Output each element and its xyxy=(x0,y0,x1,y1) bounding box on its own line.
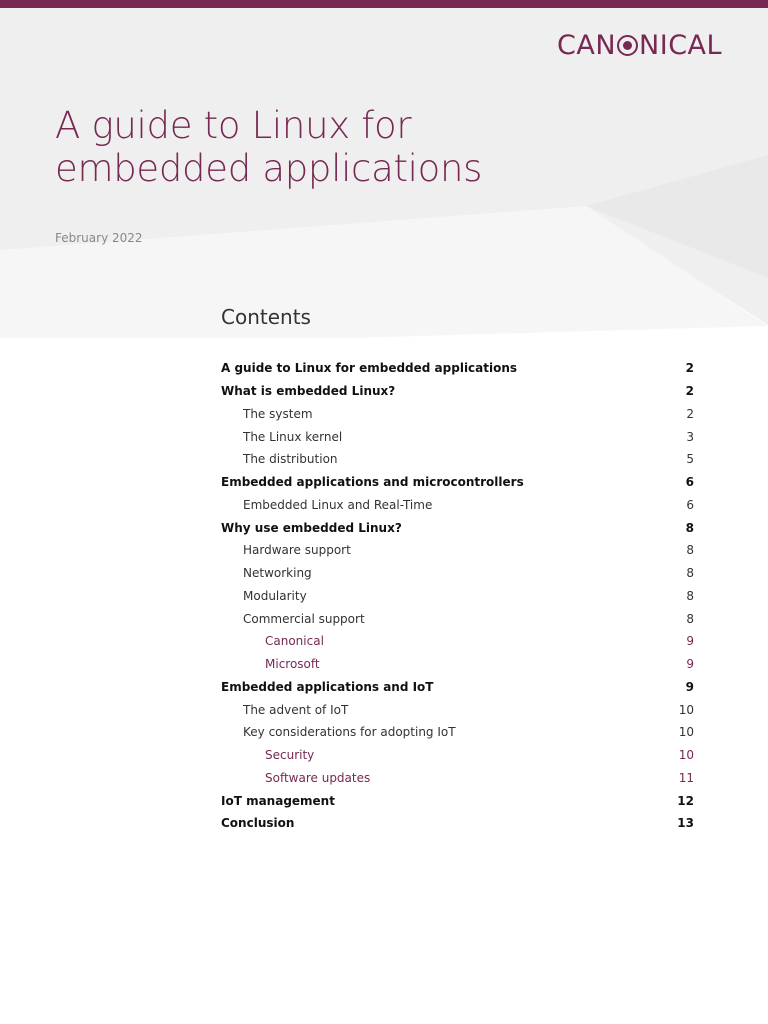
toc-entry-page: 10 xyxy=(678,748,694,763)
toc-entry[interactable] xyxy=(221,585,694,608)
toc-entry[interactable] xyxy=(221,767,694,790)
toc-entry-page: 12 xyxy=(677,793,694,808)
toc-entry[interactable] xyxy=(221,744,694,767)
toc-entry[interactable] xyxy=(221,562,694,585)
toc-entry-page: 8 xyxy=(686,566,694,581)
toc-entry-label: A guide to Linux for embedded applications xyxy=(221,361,518,376)
toc-entry-label: Canonical xyxy=(265,634,324,649)
toc-entry[interactable] xyxy=(221,380,694,403)
toc-entry[interactable] xyxy=(221,403,694,426)
toc-entry-label: Modularity xyxy=(243,588,307,603)
toc-entry-label: Embedded Linux and Real-Time xyxy=(243,497,433,512)
toc-entry-page: 9 xyxy=(685,679,694,694)
toc-entry[interactable] xyxy=(221,539,694,562)
toc-entry[interactable] xyxy=(221,448,694,471)
toc-entry-page: 8 xyxy=(686,588,694,603)
document-title xyxy=(55,104,535,190)
toc-entry[interactable] xyxy=(221,357,694,380)
toc-entry[interactable] xyxy=(221,721,694,744)
toc-entry[interactable] xyxy=(221,812,694,835)
toc-entry[interactable] xyxy=(221,607,694,630)
title-line-1: A guide to Linux for xyxy=(55,104,412,147)
toc-entry-label: Security xyxy=(265,748,315,763)
toc-entry-label: What is embedded Linux? xyxy=(221,384,396,399)
toc-entry-label: IoT management xyxy=(221,793,335,808)
toc-entry-page: 8 xyxy=(686,611,694,626)
toc-entry-page: 8 xyxy=(686,543,694,558)
toc-entry[interactable] xyxy=(221,676,694,699)
toc-entry-label: Microsoft xyxy=(265,657,320,672)
toc-entry-page: 2 xyxy=(685,384,694,399)
toc-entry[interactable] xyxy=(221,698,694,721)
toc-entry[interactable] xyxy=(221,516,694,539)
toc-entry-page: 6 xyxy=(685,475,694,490)
logo-circle-icon xyxy=(617,35,638,56)
toc-entry-page: 10 xyxy=(678,702,694,717)
logo-text-start: CAN xyxy=(557,29,617,61)
canonical-logo xyxy=(557,28,722,62)
toc-entry-page: 2 xyxy=(686,406,694,421)
toc-entry-label: Hardware support xyxy=(243,543,351,558)
toc-entry-page: 6 xyxy=(686,497,694,512)
contents-heading: Contents xyxy=(221,305,311,329)
document-date: February 2022 xyxy=(55,231,143,245)
toc-entry-label: The system xyxy=(243,406,313,421)
toc-entry-label: The advent of IoT xyxy=(243,702,349,717)
toc-entry-label: The distribution xyxy=(243,452,338,467)
toc-entry-page: 8 xyxy=(685,520,694,535)
toc-entry-label: Key considerations for adopting IoT xyxy=(243,725,456,740)
table-of-contents xyxy=(221,357,694,835)
toc-entry[interactable] xyxy=(221,630,694,653)
toc-entry[interactable] xyxy=(221,494,694,517)
toc-entry-label: Networking xyxy=(243,566,312,581)
toc-entry-page: 13 xyxy=(677,816,694,831)
toc-entry[interactable] xyxy=(221,471,694,494)
toc-entry-page: 11 xyxy=(678,770,694,785)
top-accent-bar xyxy=(0,0,768,8)
toc-entry-label: Embedded applications and microcontrollers xyxy=(221,475,524,490)
toc-entry-page: 10 xyxy=(678,725,694,740)
toc-entry-page: 5 xyxy=(686,452,694,467)
toc-entry-page: 3 xyxy=(686,429,694,444)
toc-entry[interactable] xyxy=(221,789,694,812)
toc-entry-label: Why use embedded Linux? xyxy=(221,520,402,535)
title-line-2: embedded applications xyxy=(55,147,483,190)
toc-entry-page: 9 xyxy=(686,657,694,672)
logo-text-end: NICAL xyxy=(639,29,723,61)
toc-entry-label: Embedded applications and IoT xyxy=(221,679,434,694)
toc-entry-label: Commercial support xyxy=(243,611,365,626)
toc-entry[interactable] xyxy=(221,653,694,676)
toc-entry-label: Conclusion xyxy=(221,816,295,831)
toc-entry-page: 9 xyxy=(686,634,694,649)
toc-entry[interactable] xyxy=(221,425,694,448)
toc-entry-label: Software updates xyxy=(265,770,371,785)
toc-entry-page: 2 xyxy=(685,361,694,376)
toc-entry-label: The Linux kernel xyxy=(243,429,343,444)
